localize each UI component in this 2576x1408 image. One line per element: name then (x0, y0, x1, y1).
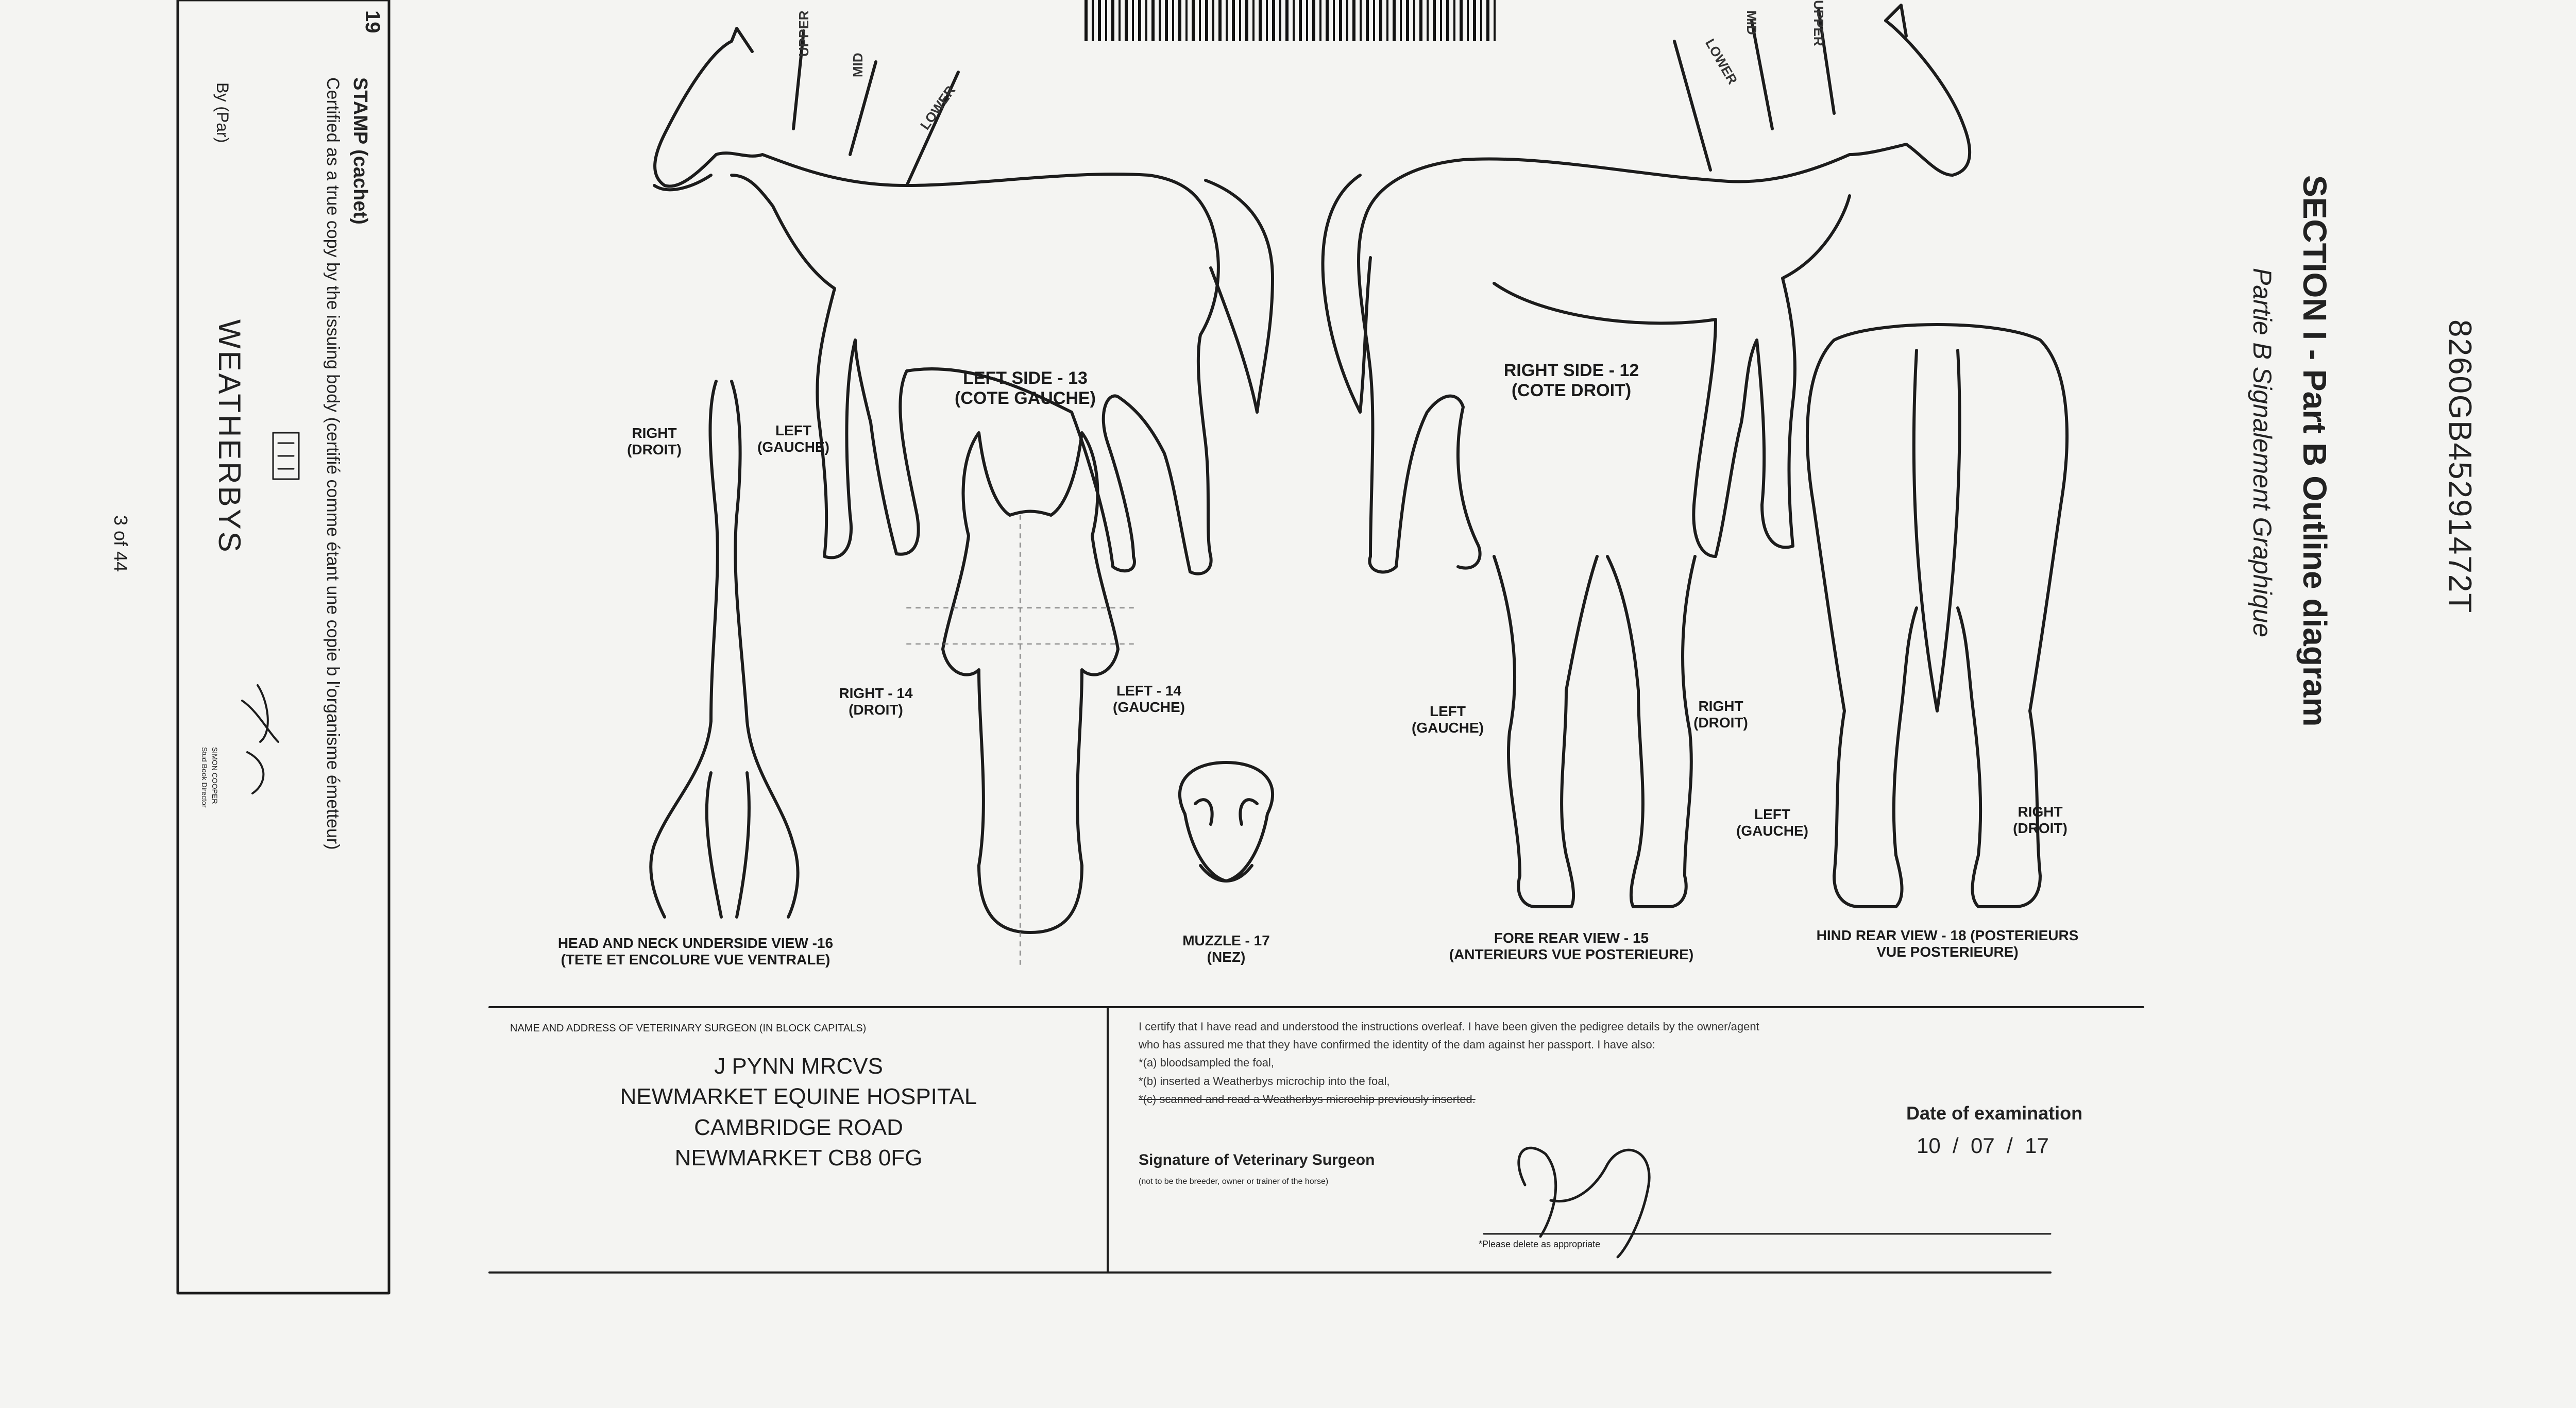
cert-item-b: *(b) inserted a Weatherbys microchip into the foal, (1139, 1074, 1390, 1088)
muzzle (1180, 762, 1273, 881)
stamp-org: WEATHERBYS (212, 319, 247, 554)
vet-heading: NAME AND ADDRESS OF VETERINARY SURGEON (IN BLOCK CAPITALS) (510, 1023, 867, 1034)
horse-right-tail (1323, 175, 1370, 412)
section-title: SECTION I - Part B Outline diagram (2296, 175, 2333, 727)
cert-text-2: who has assured me that they have confirmed the identity of the dam against her passport. I have also: (1139, 1038, 1655, 1051)
fore-right-label: RIGHT (DROIT) (1693, 698, 1748, 731)
stamp-certified: Certified as a true copy by the issuing body (certifié comme étant une copie b l'organisme émetteur) (323, 77, 343, 850)
passport-id: 8260GB45291472T (2442, 319, 2478, 614)
stamp-sig-role: Stud Book Director (200, 747, 209, 808)
weatherbys-crest-icon (273, 433, 299, 479)
mark-mid-left: MID (850, 53, 866, 77)
fore-left-label: LEFT (GAUCHE) (1412, 703, 1484, 736)
stamp-by: By (Par) (213, 82, 232, 143)
vet-line-3: CAMBRIDGE ROAD (694, 1114, 903, 1140)
head-front (943, 433, 1118, 932)
vet-line-1: J PYNN MRCVS (714, 1054, 883, 1079)
vet-line-2: NEWMARKET EQUINE HOSPITAL (620, 1084, 977, 1110)
left-side-label: LEFT SIDE - 13 (COTE GAUCHE) (955, 368, 1096, 409)
signature-note: (not to be the breeder, owner or trainer of the horse) (1139, 1177, 1329, 1186)
cert-text-1: I certify that I have read and understood the instructions overleaf. I have been given the pedigree details by the owner/agent (1139, 1020, 1759, 1033)
horse-right-side (1359, 21, 1970, 572)
page-number: 3 of 44 (110, 515, 131, 572)
head-left-label: LEFT - 14 (GAUCHE) (1113, 683, 1185, 716)
cert-item-c: *(c) scanned and read a Weatherbys microchip previously inserted. (1139, 1092, 1476, 1106)
neck-right-label: RIGHT (DROIT) (627, 425, 682, 458)
head-right-label: RIGHT - 14 (DROIT) (839, 685, 913, 718)
fore-rear-legs (1494, 556, 1695, 907)
stamp-sig-name: SIMON COOPER (211, 747, 219, 804)
mark-upper-right: UPPER (1811, 0, 1826, 46)
hind-caption: HIND REAR VIEW - 18 (POSTERIEURS VUE POSTERIEURE) (1816, 927, 2079, 960)
certification-text (1139, 1017, 2092, 1108)
stamp-signature (242, 685, 278, 793)
date-label: Date of examination (1906, 1102, 2083, 1124)
mark-lower-right: LOWER (1702, 36, 1741, 87)
mark-lower-left: LOWER (917, 82, 959, 133)
stamp-number: 19 (361, 10, 384, 33)
date-value: 10 / 07 / 17 (1917, 1133, 2049, 1158)
neck-caption: HEAD AND NECK UNDERSIDE VIEW -16 (TETE ET ENCOLURE VUE VENTRALE) (557, 935, 834, 968)
mark-upper-left: UPPER (796, 10, 811, 57)
hind-right-label: RIGHT (DROIT) (2013, 804, 2067, 837)
neck-underside (651, 381, 798, 917)
vet-line-4: NEWMARKET CB8 0FG (674, 1145, 923, 1171)
section-subtitle: Partie B Signalement Graphique (2248, 268, 2277, 638)
right-side-label: RIGHT SIDE - 12 (COTE DROIT) (1503, 361, 1639, 401)
muzzle-caption: MUZZLE - 17 (NEZ) (1182, 932, 1270, 965)
signature-label: Signature of Veterinary Surgeon (1139, 1151, 1375, 1168)
fore-caption: FORE REAR VIEW - 15 (ANTERIEURS VUE POSTERIEURE) (1449, 930, 1694, 963)
mark-mid-right: MID (1744, 10, 1759, 35)
barcode (1084, 0, 1497, 41)
vet-address (567, 1051, 1030, 1174)
cert-item-a: *(a) bloodsampled the foal, (1139, 1056, 1274, 1070)
neck-left-label: LEFT (GAUCHE) (757, 422, 829, 455)
delete-note: *Please delete as appropriate (1479, 1239, 1601, 1249)
stamp-title: STAMP (cachet) (349, 77, 371, 225)
hind-left-label: LEFT (GAUCHE) (1736, 806, 1808, 839)
